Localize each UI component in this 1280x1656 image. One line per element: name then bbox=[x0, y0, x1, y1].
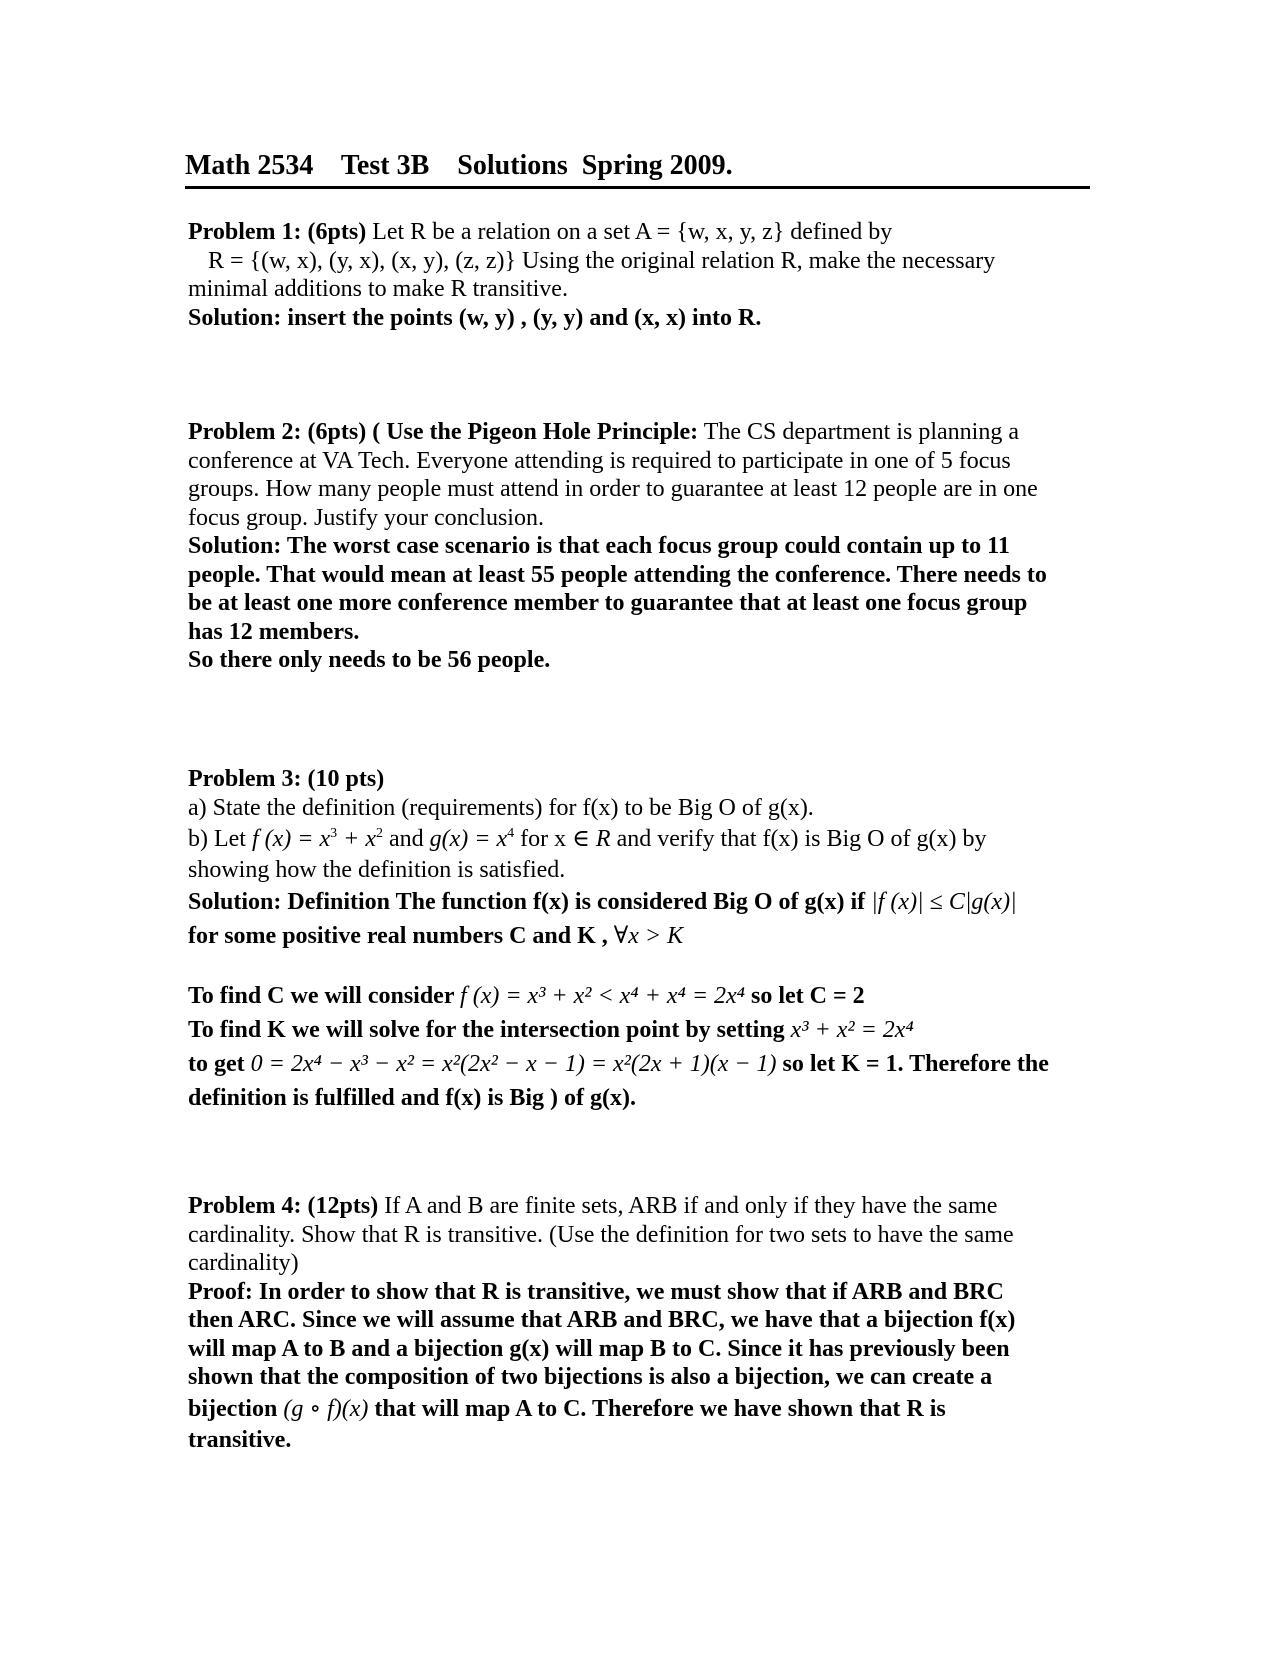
problem-3-part-b-cont: showing how the definition is satisfied. bbox=[188, 857, 566, 883]
problem-3-find-c: To find C we will consider f (x) = x³ + x² < x⁴ + x⁴ = 2x⁴ so let C = 2 bbox=[188, 982, 865, 1009]
problem-1-line-2: R = {(w, x), (y, x), (x, y), (z, z)} Using the original relation R, make the necessary bbox=[208, 247, 996, 274]
problem-1 bbox=[188, 218, 1093, 332]
problem-3-part-b: b) Let f $(x) = x^3 + x^2$ and $g(x) = x^4$ for x ∈ R and verify that f(x) is Big O of g(x) by bbox=[188, 826, 987, 852]
problem-2-line-4: focus group. Justify your conclusion. bbox=[188, 504, 544, 531]
problem-1-points: (6pts) bbox=[307, 219, 367, 245]
course-title: Math 2534 bbox=[185, 150, 314, 181]
problem-4-proof-3: will map A to B and a bijection g(x) will map B to C. Since it has previously been bbox=[188, 1335, 1010, 1362]
problem-4 bbox=[188, 1192, 1093, 1454]
problem-1-line-3: minimal additions to make R transitive. bbox=[188, 276, 568, 302]
spacer bbox=[188, 953, 1093, 979]
problem-2-line-2: conference at VA Tech. Everyone attending is required to participate in one of 5 focus bbox=[188, 447, 1011, 474]
problem-4-proof-6: transitive. bbox=[188, 1426, 292, 1453]
problem-2-line-1: Problem 2: (6pts) ( Use the Pigeon Hole Principle: The CS department is planning a bbox=[188, 419, 1019, 445]
header-subtitle: Solutions Spring 2009. bbox=[457, 150, 733, 181]
problem-1-solution: Solution: insert the points (w, y) , (y, y) and (x, x) into R. bbox=[188, 304, 762, 331]
problem-4-points: (12pts) bbox=[307, 1193, 379, 1219]
problem-4-line-3: cardinality) bbox=[188, 1250, 299, 1276]
problem-4-line-2: cardinality. Show that R is transitive. (Use the definition for two sets to have the same bbox=[188, 1221, 1014, 1248]
problem-2 bbox=[188, 418, 1093, 675]
problem-3-part-a: a) State the definition (requirements) for f(x) to be Big O of g(x). bbox=[188, 794, 814, 821]
problem-4-proof-2: then ARC. Since we will assume that ARB and BRC, we have that a bijection f(x) bbox=[188, 1307, 1016, 1333]
problem-3-label: Problem 3: bbox=[188, 766, 302, 792]
problem-3 bbox=[188, 765, 1093, 1115]
problem-4-proof-1: Proof: In order to show that R is transitive, we must show that if ARB and BRC bbox=[188, 1278, 1004, 1305]
problem-4-proof-5: bijection (g ∘ f)(x) that will map A to C. Therefore we have shown that R is bbox=[188, 1395, 946, 1422]
problem-1-line-1: Problem 1: (6pts) Let R be a relation on a set A = {w, x, y, z} defined by bbox=[188, 219, 893, 245]
problem-3-points: (10 pts) bbox=[307, 766, 385, 792]
problem-2-solution-5: So there only needs to be 56 people. bbox=[188, 647, 551, 673]
problem-2-label: Problem 2: bbox=[188, 419, 302, 445]
problem-3-heading bbox=[188, 765, 1093, 794]
problem-4-label: Problem 4: bbox=[188, 1193, 302, 1219]
problem-2-points: (6pts) bbox=[307, 419, 367, 445]
problem-2-solution-2: people. That would mean at least 55 people attending the conference. There needs to bbox=[188, 561, 1047, 588]
problem-3-to-get: to get 0 = 2x⁴ − x³ − x² = x²(2x² − x − 1) = x²(2x + 1)(x − 1) so let K = 1. Therefore the bbox=[188, 1050, 1049, 1077]
problem-3-find-k: To find K we will solve for the intersection point by setting x³ + x² = 2x⁴ bbox=[188, 1016, 914, 1043]
problem-1-label: Problem 1: bbox=[188, 219, 302, 245]
page-header bbox=[185, 150, 1090, 189]
problem-2-line-3: groups. How many people must attend in order to guarantee at least 12 people are in one bbox=[188, 476, 1038, 502]
problem-2-solution-3: be at least one more conference member to guarantee that at least one focus group bbox=[188, 590, 1028, 616]
test-title: Test 3B bbox=[340, 150, 430, 181]
problem-4-line-1: Problem 4: (12pts) If A and B are finite sets, ARB if and only if they have the same bbox=[188, 1193, 998, 1219]
problem-2-solution-4: has 12 members. bbox=[188, 618, 360, 645]
problem-2-solution-1: Solution: The worst case scenario is that each focus group could contain up to 11 bbox=[188, 533, 1010, 559]
problem-3-solution-def-2: for some positive real numbers C and K , ∀x > K bbox=[188, 922, 684, 949]
problem-3-conclusion: definition is fulfilled and f(x) is Big ) of g(x). bbox=[188, 1084, 637, 1111]
problem-3-solution-def: Solution: Definition The function f(x) is considered Big O of g(x) if |f (x)| ≤ C|g(x)| bbox=[188, 888, 1017, 915]
problem-4-proof-4: shown that the composition of two bijections is also a bijection, we can create a bbox=[188, 1364, 993, 1390]
